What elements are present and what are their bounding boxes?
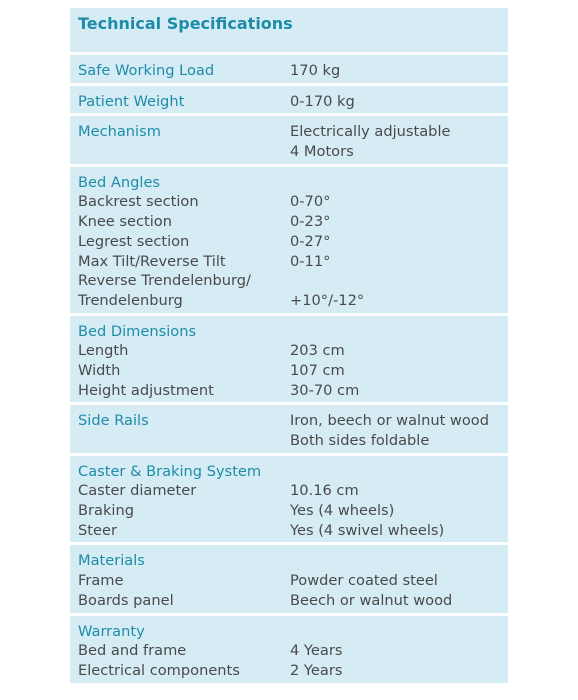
spec-label: Height adjustment	[78, 381, 214, 399]
spec-section	[70, 55, 508, 83]
spec-label	[70, 142, 290, 162]
spec-label: Caster diameter	[78, 482, 197, 500]
spec-value: 2 Years	[290, 661, 343, 679]
spec-row	[70, 551, 508, 571]
spec-label: Steer	[78, 521, 117, 539]
spec-row	[70, 173, 508, 193]
spec-row	[70, 622, 508, 642]
spec-label: Width	[78, 361, 121, 379]
spec-value: Powder coated steel	[290, 572, 438, 590]
spec-value: 30-70 cm	[290, 381, 360, 399]
spec-section	[70, 86, 508, 114]
spec-value: 0-70°	[290, 193, 331, 211]
spec-label: Backrest section	[78, 193, 199, 211]
spec-value: Yes (4 wheels)	[290, 502, 395, 520]
spec-value: 10.16 cm	[290, 482, 359, 500]
spec-label: Trendelenburg	[78, 291, 183, 309]
spec-section	[70, 545, 508, 612]
section-heading: Caster & Braking System	[78, 462, 262, 480]
spec-label: Legrest section	[78, 232, 190, 250]
spec-value: Iron, beech or walnut wood	[290, 412, 489, 430]
spec-value: +10°/-12°	[290, 291, 365, 309]
spec-value: 0-11°	[290, 252, 331, 270]
section-heading: Warranty	[78, 622, 145, 640]
spec-label: Reverse Trendelenburg/	[78, 272, 251, 290]
spec-row	[70, 571, 508, 591]
spec-label: Bed and frame	[78, 642, 187, 660]
spec-value: Electrically adjustable	[290, 123, 451, 141]
section-heading: Materials	[78, 552, 145, 570]
spec-label: Electrical components	[78, 661, 240, 679]
spec-row	[70, 521, 508, 541]
spec-row	[70, 61, 508, 81]
section-heading: Side Rails	[78, 412, 149, 430]
spec-value: 203 cm	[290, 342, 345, 360]
spec-row	[70, 361, 508, 381]
spec-row	[70, 501, 508, 521]
spec-section	[70, 116, 508, 163]
spec-row	[70, 122, 508, 142]
spec-row	[70, 142, 508, 162]
spec-sheet	[70, 8, 508, 686]
spec-label	[70, 431, 290, 451]
spec-row	[70, 271, 508, 291]
spec-row	[70, 661, 508, 681]
page-title: Technical Specifications	[78, 14, 293, 33]
spec-row	[70, 641, 508, 661]
spec-row	[70, 591, 508, 611]
section-heading: Mechanism	[78, 123, 161, 141]
spec-value: 0-23°	[290, 213, 331, 231]
spec-value: Beech or walnut wood	[290, 591, 453, 609]
section-heading: Patient Weight	[78, 92, 185, 110]
spec-label: Braking	[78, 502, 134, 520]
spec-value: Yes (4 swivel wheels)	[290, 521, 445, 539]
spec-value: 107 cm	[290, 361, 345, 379]
spec-label: Boards panel	[78, 591, 174, 609]
spec-section	[70, 616, 508, 683]
spec-label: Frame	[78, 572, 124, 590]
spec-row	[70, 462, 508, 482]
spec-value: Both sides foldable	[290, 432, 430, 449]
spec-label: Max Tilt/Reverse Tilt	[78, 252, 226, 270]
spec-section	[70, 167, 508, 313]
spec-row	[70, 212, 508, 232]
spec-section	[70, 456, 508, 543]
spec-row	[70, 92, 508, 112]
spec-section	[70, 316, 508, 403]
title-block	[70, 8, 508, 52]
spec-row	[70, 192, 508, 212]
section-heading: Safe Working Load	[78, 62, 215, 79]
spec-row	[70, 411, 508, 431]
spec-row	[70, 341, 508, 361]
spec-row	[70, 322, 508, 342]
spec-value: 0-170 kg	[290, 92, 355, 110]
spec-value: 4 Years	[290, 642, 343, 660]
spec-label: Knee section	[78, 213, 172, 231]
spec-row	[70, 431, 508, 451]
spec-row	[70, 252, 508, 272]
spec-label: Length	[78, 342, 129, 360]
spec-value: 170 kg	[290, 62, 341, 79]
spec-section	[70, 405, 508, 452]
section-heading: Bed Dimensions	[78, 322, 197, 340]
spec-value: 0-27°	[290, 232, 331, 250]
spec-row	[70, 232, 508, 252]
spec-row	[70, 291, 508, 311]
spec-row	[70, 381, 508, 401]
section-heading: Bed Angles	[78, 173, 161, 191]
spec-row	[70, 481, 508, 501]
spec-value: 4 Motors	[290, 143, 354, 161]
